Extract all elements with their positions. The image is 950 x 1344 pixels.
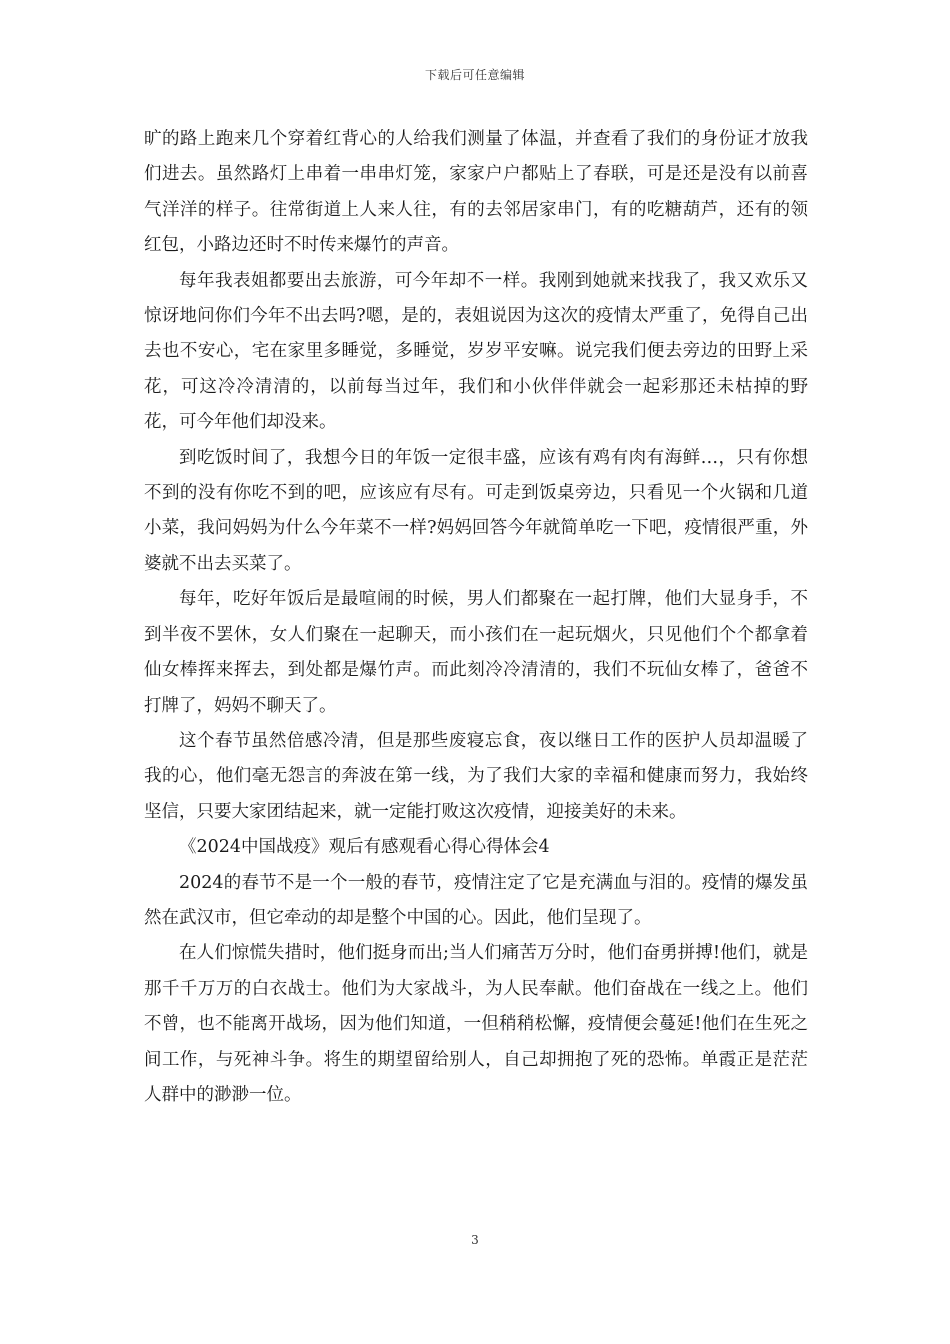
paragraph: 旷的路上跑来几个穿着红背心的人给我们测量了体温，并查看了我们的身份证才放我们进去。虽然路灯上串着一串串灯笼，家家户户都贴上了春联，可是还是没有以前喜气洋洋的样子。往常街道上人来人往，有的去邻居家串门，有的吃糖葫芦，还有的领红包，小路边还时不时传来爆竹的声音。 [144, 129, 808, 256]
page-header: 下载后可任意编辑 [424, 68, 525, 82]
section-heading: 《2024中国战疫》观后有感观看心得心得体会4 [179, 837, 550, 858]
document-body [144, 122, 808, 1113]
paragraph: 每年我表姐都要出去旅游，可今年却不一样。我刚到她就来找我了，我又欢乐又惊讶地问你们今年不出去吗?嗯，是的，表姐说因为这次的疫情太严重了，免得自己出去也不安心，宅在家里多睡觉，多睡觉，岁岁平安嘛。说完我们便去旁边的田野上采花，可这冷冷清清的，以前每当过年，我们和小伙伴伴就会一起彩那还未枯掉的野花，可今年他们却没来。 [144, 270, 808, 433]
paragraph: 2024的春节不是一个一般的春节，疫情注定了它是充满血与泪的。疫情的爆发虽然在武汉市，但它牵动的却是整个中国的心。因此，他们呈现了。 [144, 872, 808, 928]
paragraph: 每年，吃好年饭后是最喧闹的时候，男人们都聚在一起打牌，他们大显身手，不到半夜不罢休，女人们聚在一起聊天，而小孩们在一起玩烟火，只见他们个个都拿着仙女棒挥来挥去，到处都是爆竹声。而此刻冷冷清清的，我们不玩仙女棒了，爸爸不打牌了，妈妈不聊天了。 [144, 589, 808, 716]
paragraph: 在人们惊慌失措时，他们挺身而出;当人们痛苦万分时，他们奋勇拼搏!他们，就是那千千万万的白衣战士。他们为大家战斗，为人民奉献。他们奋战在一线之上。他们不曾，也不能离开战场，因为他们知道，一但稍稍松懈，疫情便会蔓延!他们在生死之间工作，与死神斗争。将生的期望留给别人，自己却拥抱了死的恐怖。单霞正是茫茫人群中的渺渺一位。 [144, 943, 808, 1105]
page-number: 3 [471, 1233, 479, 1247]
paragraph: 到吃饭时间了，我想今日的年饭一定很丰盛，应该有鸡有肉有海鲜…，只有你想不到的没有你吃不到的吧，应该应有尽有。可走到饭桌旁边，只看见一个火锅和几道小菜，我问妈妈为什么今年菜不一样?妈妈回答今年就简单吃一下吧，疫情很严重，外婆就不出去买菜了。 [144, 447, 808, 574]
paragraph: 这个春节虽然倍感冷清，但是那些废寝忘食，夜以继日工作的医护人员却温暖了我的心，他们毫无怨言的奔波在第一线，为了我们大家的幸福和健康而努力，我始终坚信，只要大家团结起来，就一定能打败这次疫情，迎接美好的未来。 [144, 730, 808, 822]
